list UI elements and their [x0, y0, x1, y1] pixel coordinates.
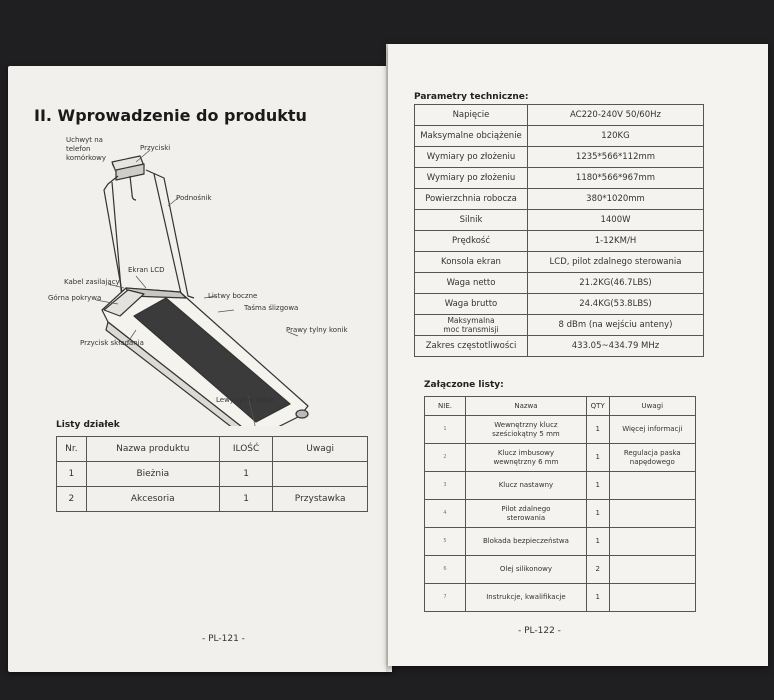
cell	[609, 584, 695, 612]
page-number-left: - PL-121 -	[202, 634, 245, 644]
table-row	[415, 147, 704, 168]
cell: 1	[586, 416, 609, 444]
spec-value: 380*1020mm	[528, 189, 704, 210]
spec-value: 1180*566*967mm	[528, 168, 704, 189]
cell: Regulacja paska napędowego	[609, 444, 695, 472]
specs-title: Parametry techniczne:	[414, 92, 529, 102]
spec-name: Maksymalna moc transmisji	[415, 315, 528, 336]
cell: Akcesoria	[86, 487, 219, 512]
label-lifter: Podnośnik	[176, 194, 212, 202]
cell: 5	[425, 528, 466, 556]
cell: 2	[425, 444, 466, 472]
spec-value: AC220-240V 50/60Hz	[528, 105, 704, 126]
parts-table	[56, 436, 368, 512]
spec-value: 24.4KG(53.8LBS)	[528, 294, 704, 315]
spec-name: Silnik	[415, 210, 528, 231]
attached-table	[424, 396, 696, 612]
table-row	[425, 416, 696, 444]
table-row	[415, 126, 704, 147]
spec-name: Wymiary po złożeniu	[415, 168, 528, 189]
spec-value: 1235*566*112mm	[528, 147, 704, 168]
table-row	[425, 584, 696, 612]
table-row	[415, 294, 704, 315]
attached-list-title: Załączone listy:	[424, 380, 504, 390]
cell: 3	[425, 472, 466, 500]
cell: 1	[586, 444, 609, 472]
column-header: QTY	[586, 397, 609, 416]
cell: Bieżnia	[86, 462, 219, 487]
cell: 6	[425, 556, 466, 584]
cell: Przystawka	[273, 487, 368, 512]
table-row	[415, 336, 704, 357]
spec-name: Waga brutto	[415, 294, 528, 315]
header-nr: Nr.	[57, 437, 87, 462]
cell: 1	[586, 584, 609, 612]
cell: 1	[219, 462, 272, 487]
spec-value: 120KG	[528, 126, 704, 147]
cell	[609, 472, 695, 500]
spec-name: Zakres częstotliwości	[415, 336, 528, 357]
column-header: NIE.	[425, 397, 466, 416]
cell	[609, 500, 695, 528]
cell: 1	[586, 500, 609, 528]
label-buttons: Przyciski	[140, 144, 171, 152]
cell: 1	[57, 462, 87, 487]
table-row	[415, 273, 704, 294]
cell: Instrukcje, kwalifikacje	[466, 584, 587, 612]
cell: Wewnętrzny klucz sześciokątny 5 mm	[466, 416, 587, 444]
cell: 1	[425, 416, 466, 444]
label-top-cover: Górna pokrywa	[48, 294, 102, 302]
spec-value: 21.2KG(46.7LBS)	[528, 273, 704, 294]
cell: 2	[586, 556, 609, 584]
right-page	[388, 44, 768, 666]
table-row	[415, 252, 704, 273]
column-header: Uwagi	[609, 397, 695, 416]
cell	[609, 556, 695, 584]
table-row	[415, 315, 704, 336]
cell: Klucz imbusowy wewnętrzny 6 mm	[466, 444, 587, 472]
label-fold-button: Przycisk składania	[80, 339, 144, 347]
table-row	[415, 168, 704, 189]
header-qty: ILOŚĆ	[219, 437, 272, 462]
cell: Olej silikonowy	[466, 556, 587, 584]
column-header: Nazwa	[466, 397, 587, 416]
specs-table	[414, 104, 704, 357]
cell: Klucz nastawny	[466, 472, 587, 500]
table-row	[415, 210, 704, 231]
header-notes: Uwagi	[273, 437, 368, 462]
spec-value: 433.05~434.79 MHz	[528, 336, 704, 357]
parts-list-title: Listy działek	[56, 420, 120, 430]
cell: Pilot zdalnego sterowania	[466, 500, 587, 528]
table-row	[425, 556, 696, 584]
header-product: Nazwa produktu	[86, 437, 219, 462]
table-row	[415, 105, 704, 126]
table-row	[425, 472, 696, 500]
cell: 7	[425, 584, 466, 612]
cell: 2	[57, 487, 87, 512]
label-phone-holder: Uchwyt na telefon komórkowy	[66, 136, 107, 162]
spec-name: Wymiary po złożeniu	[415, 147, 528, 168]
table-row	[415, 231, 704, 252]
label-right-rear: Prawy tylny konik	[286, 326, 348, 334]
table-row	[57, 487, 368, 512]
cell	[609, 528, 695, 556]
cell: 1	[219, 487, 272, 512]
table-row	[415, 189, 704, 210]
label-left-rear: Lewy tylny konik	[216, 396, 275, 404]
table-row	[425, 500, 696, 528]
cell: 1	[586, 528, 609, 556]
page-number-right: - PL-122 -	[518, 626, 561, 636]
cell	[273, 462, 368, 487]
table-row	[425, 528, 696, 556]
table-row	[425, 444, 696, 472]
left-page	[8, 66, 392, 672]
spec-name: Maksymalne obciążenie	[415, 126, 528, 147]
cell: Blokada bezpieczeństwa	[466, 528, 587, 556]
cell: 4	[425, 500, 466, 528]
spec-value: 8 dBm (na wejściu anteny)	[528, 315, 704, 336]
label-belt: Taśma ślizgowa	[244, 304, 299, 312]
label-side-strips: Listwy boczne	[208, 292, 258, 300]
cell: Więcej informacji	[609, 416, 695, 444]
section-title: II. Wprowadzenie do produktu	[34, 106, 307, 125]
spec-name: Prędkość	[415, 231, 528, 252]
spec-name: Napięcie	[415, 105, 528, 126]
treadmill-diagram	[8, 66, 392, 426]
spec-value: LCD, pilot zdalnego sterowania	[528, 252, 704, 273]
spec-name: Waga netto	[415, 273, 528, 294]
label-power-cable: Kabel zasilający	[64, 278, 120, 286]
spec-name: Konsola ekran	[415, 252, 528, 273]
spec-name: Powierzchnia robocza	[415, 189, 528, 210]
spec-value: 1-12KM/H	[528, 231, 704, 252]
spec-value: 1400W	[528, 210, 704, 231]
label-lcd: Ekran LCD	[128, 266, 165, 274]
table-row	[57, 462, 368, 487]
cell: 1	[586, 472, 609, 500]
